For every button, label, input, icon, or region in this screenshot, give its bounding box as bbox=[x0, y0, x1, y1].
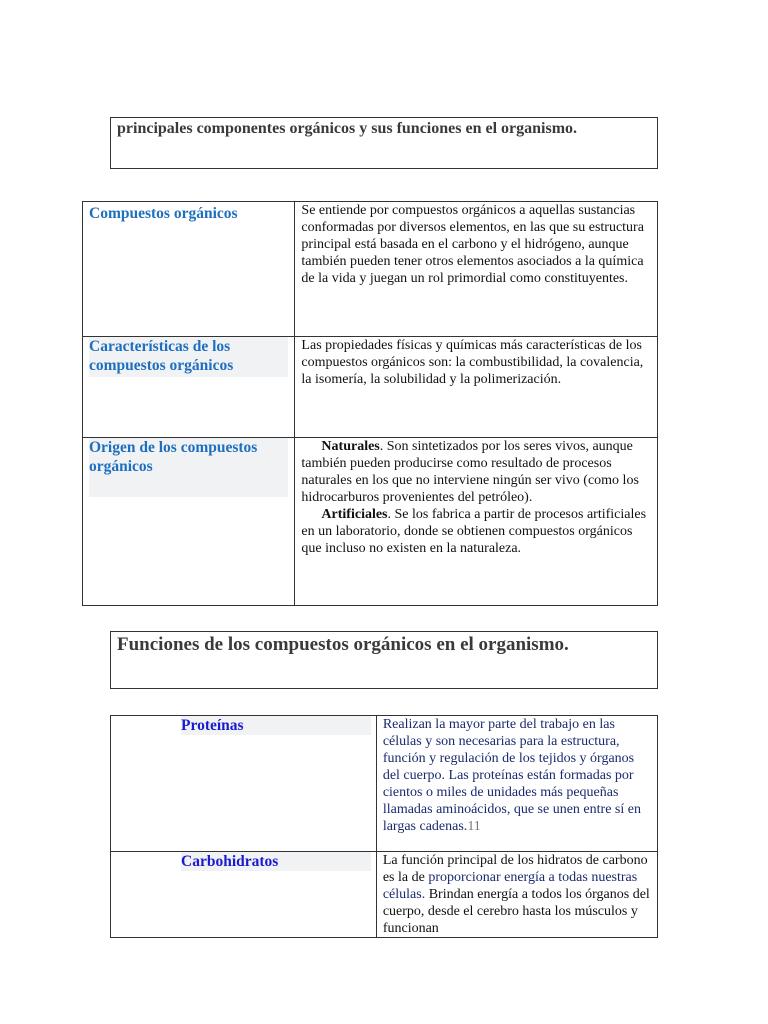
row-label: Carbohidratos bbox=[181, 852, 371, 871]
row-text bbox=[301, 438, 651, 557]
row-label: Compuestos orgánicos bbox=[89, 205, 238, 222]
row-text: Las propiedades físicas y químicas más características de los compuestos orgánicos son: la combustibilidad, la covalencia, la isomería, la solubilidad y la polimerización. bbox=[301, 338, 644, 387]
functions-table bbox=[110, 715, 658, 938]
naturales-text: . Son sintetizados por los seres vivos, aunque también pueden producirse como resultado de procesos naturales en los que no interviene ningún ser vivo (como los hidrocarburos provenientes del petróleo). bbox=[301, 439, 639, 505]
compounds-table bbox=[82, 201, 658, 606]
row-text-cell bbox=[295, 337, 658, 438]
row-text: La función principal de los hidratos de carbono es la de proporcionar energía a todas nuestras células. Brindan energía a todos los órganos del cuerpo, desde el cerebro hasta los músculos y funcionan bbox=[382, 853, 650, 936]
naturales-term: Naturales bbox=[321, 439, 380, 454]
row-label-cell bbox=[83, 438, 295, 606]
artificiales-text: . Se los fabrica a partir de procesos artificiales en un laboratorio, donde se obtienen compuestos orgánicos que incluso no existen en la naturaleza. bbox=[301, 507, 647, 556]
row-text-cell bbox=[376, 852, 657, 938]
table-row bbox=[111, 716, 658, 852]
table-row bbox=[111, 852, 658, 938]
section-title: principales componentes orgánicos y sus funciones en el organismo. bbox=[117, 120, 578, 137]
table-row bbox=[83, 202, 658, 337]
reference-number: 11 bbox=[467, 819, 481, 834]
row-label: Características de los compuestos orgánicos bbox=[89, 337, 288, 377]
row-label-cell bbox=[83, 202, 295, 337]
row-text-cell bbox=[295, 438, 658, 606]
row-text: Se entiende por compuestos orgánicos a aquellas sustancias conformadas por diversos elementos, en las que su estructura principal está basada en el carbono y el hidrógeno, aunque también pueden tener otros elementos asociados a la química de la vida y juegan un rol primordial como constituyentes. bbox=[301, 203, 644, 286]
row-label-cell bbox=[111, 716, 377, 852]
table-row bbox=[83, 337, 658, 438]
row-label-cell bbox=[111, 852, 377, 938]
row-label-cell bbox=[83, 337, 295, 438]
row-text-cell bbox=[295, 202, 658, 337]
artificiales-term: Artificiales bbox=[321, 507, 388, 522]
section-title: Funciones de los compuestos orgánicos en el organismo. bbox=[117, 634, 569, 655]
section-title-box bbox=[110, 117, 658, 169]
row-label: Origen de los compuestos orgánicos bbox=[89, 438, 288, 497]
section-title-box bbox=[110, 631, 658, 689]
row-text-cell bbox=[376, 716, 657, 852]
row-label: Proteínas bbox=[181, 716, 371, 735]
row-text: Realizan la mayor parte del trabajo en las células y son necesarias para la estructura, función y regulación de los tejidos y órganos del cuerpo. Las proteínas están formadas por cientos o miles de unidades más pequeñas llamadas aminoácidos, que se unen entre sí en largas cadenas.11 bbox=[382, 717, 641, 834]
table-row bbox=[83, 438, 658, 606]
